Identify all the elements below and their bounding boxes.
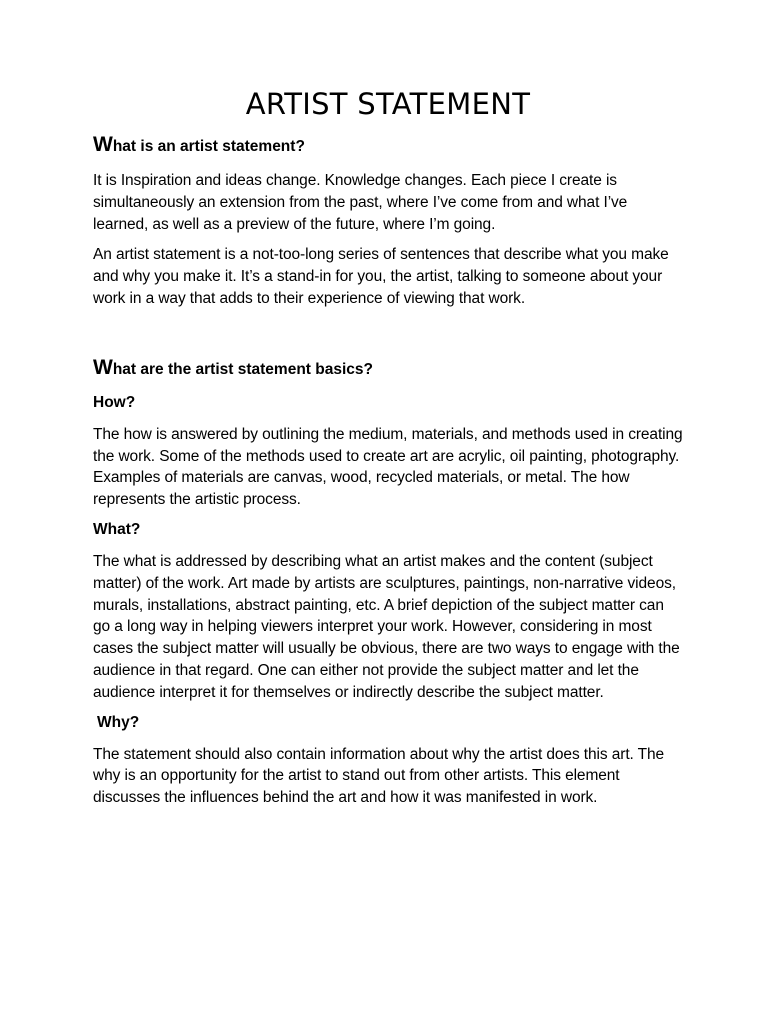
section-spacer <box>93 319 683 357</box>
paragraph-definition: An artist statement is a not-too-long series of sentences that describe what you make and why you make it. It’s a stand-in for you, the artist, talking to someone about your work in a way that adds to their experience of viewing that work. <box>93 246 669 307</box>
section-heading-what-is <box>93 134 683 158</box>
document-content <box>93 86 683 818</box>
paragraph-what: The what is addressed by describing what an artist makes and the content (subject matter) of the work. Art made by artists are sculptures, paintings, non-narrative videos, murals, installations, abstract painting, etc. A brief depiction of the subject matter can go a long way in helping viewers interpret your work. However, considering in most cases the subject matter will usually be obvious, there are two ways to engage with the audience in that regard. One can either not provide the subject matter and let the audience interpret it for themselves or indirectly describe the subject matter. <box>93 552 680 701</box>
subheading-what: What? <box>93 520 141 538</box>
subheading-how: How? <box>93 393 136 411</box>
heading-initial: W <box>93 133 113 156</box>
heading-text: hat is an artist statement? <box>112 138 305 155</box>
heading-text: hat are the artist statement basics? <box>112 360 373 378</box>
paragraph-how: The how is answered by outlining the medium, materials, and methods used in creating the work. Some of the methods used to create art are acrylic, oil painting, photography. Examples of materials are canvas, wood, recycled materials, or metal. The how represents the artistic process. <box>93 425 683 509</box>
paragraph-inspiration: It is Inspiration and ideas change. Knowledge changes. Each piece I create is simultaneously an extension from the past, where I’ve come from and what I’ve learned, as well as a preview of the future, where I’m going. <box>93 172 628 233</box>
document-title: ARTIST STATEMENT <box>245 87 531 121</box>
section-heading-basics <box>93 357 683 381</box>
heading-initial: W <box>93 355 113 379</box>
subheading-why: Why? <box>97 713 140 731</box>
paragraph-why: The statement should also contain information about why the artist does this art. The why is an opportunity for the artist to stand out from other artists. This element discusses the influences behind the art and how it was manifested in work. <box>93 745 665 807</box>
